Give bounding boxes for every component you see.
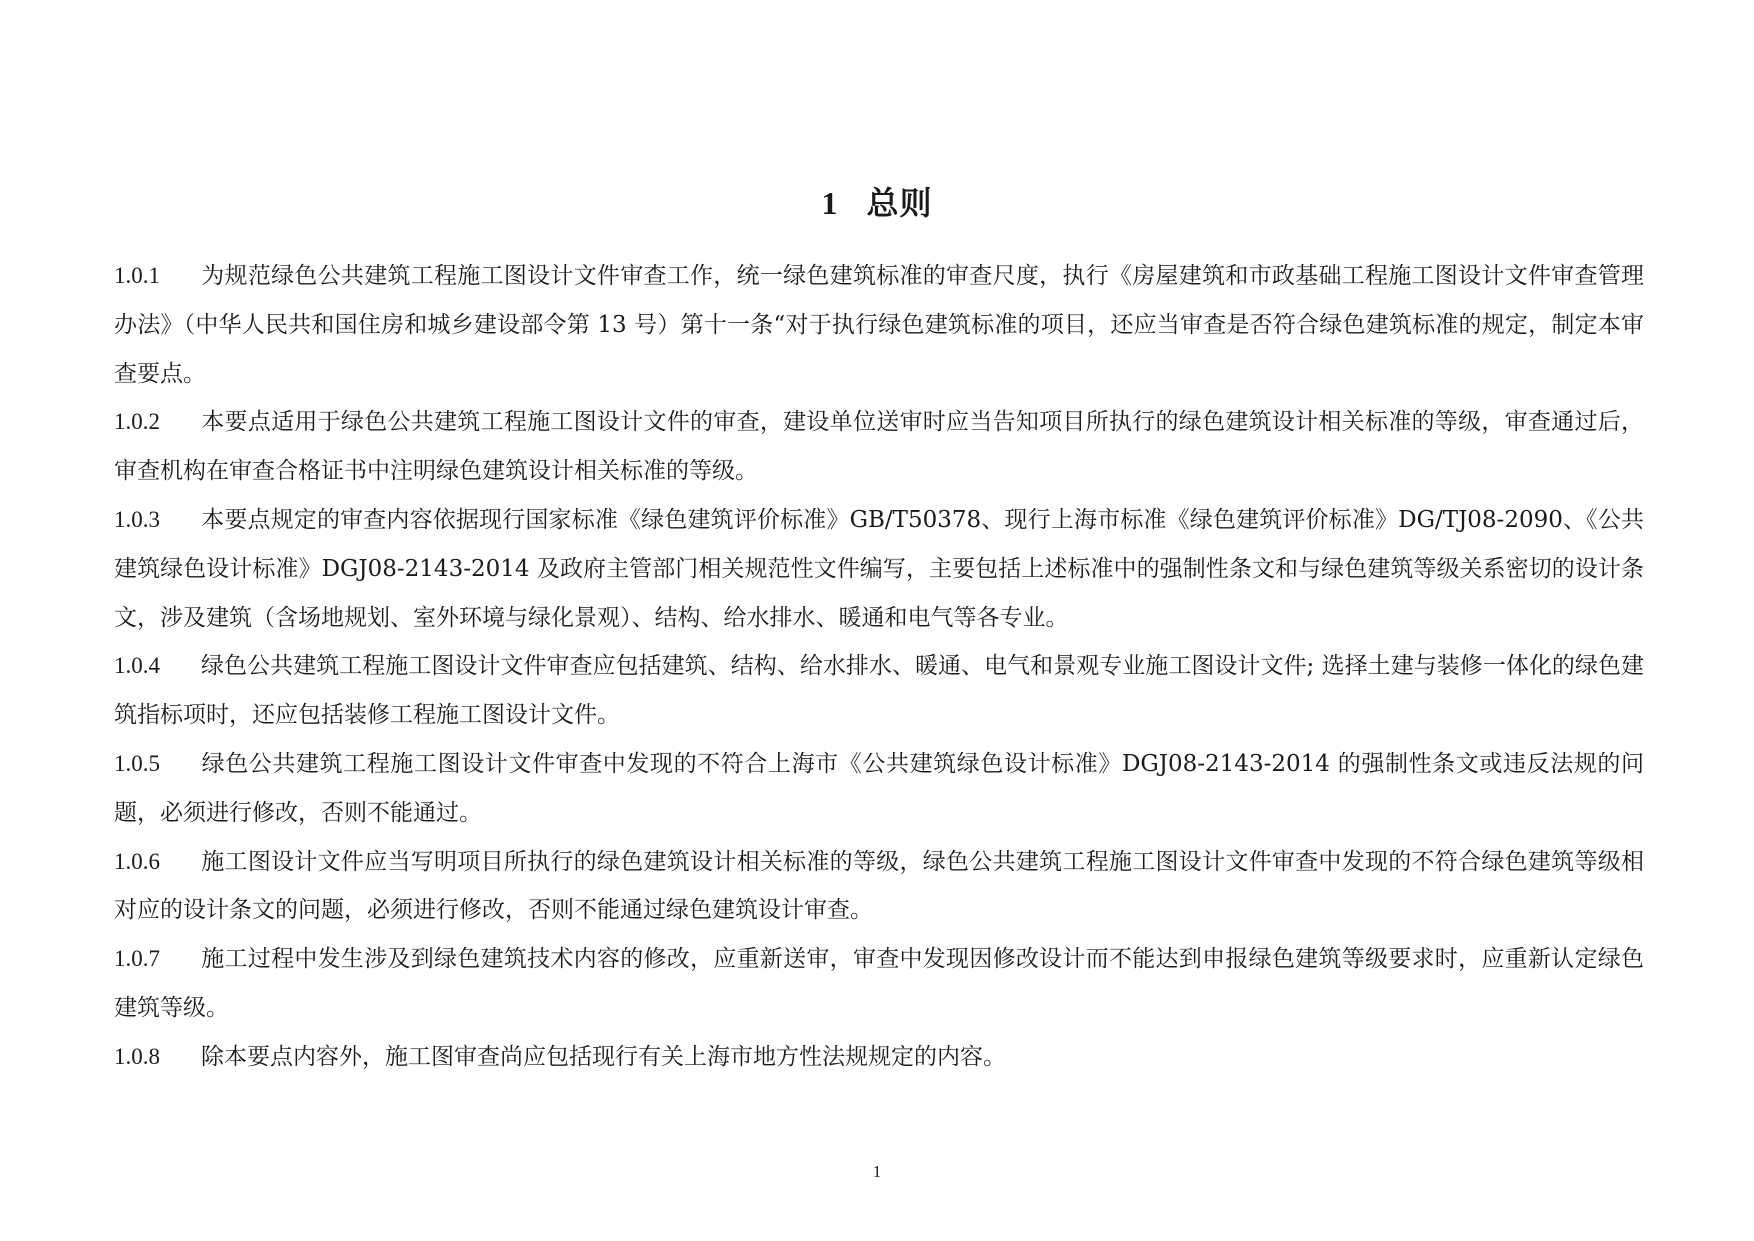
clause-text: 绿色公共建筑工程施工图设计文件审查应包括建筑、结构、给水排水、暖通、电气和景观专业施工图设计文件; 选择土建与装修一体化的绿色建筑指标项时，还应包括装修工程施工图设计文件。 <box>114 653 1644 729</box>
clause-1-0-6 <box>114 838 1644 936</box>
page-number: 1 <box>872 1162 882 1181</box>
clause-number: 1.0.6 <box>114 848 160 874</box>
clause-list <box>114 252 1644 1082</box>
clause-number: 1.0.5 <box>114 750 160 776</box>
clause-1-0-1 <box>114 252 1644 398</box>
clause-1-0-4 <box>114 642 1644 740</box>
clause-text: 施工过程中发生涉及到绿色建筑技术内容的修改，应重新送审，审查中发现因修改设计而不能达到申报绿色建筑等级要求时，应重新认定绿色建筑等级。 <box>114 946 1644 1021</box>
clause-text: 为规范绿色公共建筑工程施工图设计文件审查工作，统一绿色建筑标准的审查尺度，执行《房屋建筑和市政基础工程施工图设计文件审查管理办法》（中华人民共和国住房和城乡建设部令第 13 号）第十一条“对于执行绿色建筑标准的项目，还应当审查是否符合绿色建筑标准的规定，制定本审查要点。 <box>114 263 1644 387</box>
chapter-title <box>0 181 1754 225</box>
clause-1-0-7 <box>114 935 1644 1033</box>
clause-1-0-3 <box>114 496 1644 642</box>
clause-text: 本要点适用于绿色公共建筑工程施工图设计文件的审查，建设单位送审时应当告知项目所执行的绿色建筑设计相关标准的等级，审查通过后，审查机构在审查合格证书中注明绿色建筑设计相关标准的等级。 <box>114 409 1644 485</box>
clause-number: 1.0.3 <box>114 506 160 532</box>
clause-text: 施工图设计文件应当写明项目所执行的绿色建筑设计相关标准的等级，绿色公共建筑工程施工图设计文件审查中发现的不符合绿色建筑等级相对应的设计条文的问题，必须进行修改，否则不能通过绿色建筑设计审查。 <box>114 848 1644 924</box>
chapter-title-text: 总则 <box>866 184 933 223</box>
clause-number: 1.0.1 <box>114 263 160 288</box>
clause-text: 除本要点内容外，施工图审查尚应包括现行有关上海市地方性法规规定的内容。 <box>201 1043 1006 1070</box>
chapter-number: 1 <box>821 185 839 222</box>
clause-1-0-5 <box>114 740 1644 838</box>
clause-text: 绿色公共建筑工程施工图设计文件审查中发现的不符合上海市《公共建筑绿色设计标准》DGJ08-2143-2014 的强制性条文或违反法规的问题，必须进行修改，否则不能通过。 <box>114 750 1644 826</box>
clause-1-0-2 <box>114 398 1644 496</box>
clause-text: 本要点规定的审查内容依据现行国家标准《绿色建筑评价标准》GB/T50378、现行上海市标准《绿色建筑评价标准》DG/TJ08-2090、《公共建筑绿色设计标准》DGJ08-2143-2014 及政府主管部门相关规范性文件编写，主要包括上述标准中的强制性条文和与绿色建筑等级关系密切的设计条文，涉及建筑（含场地规划、室外环境与绿化景观）、结构、给水排水、暖通和电气等各专业。 <box>114 506 1644 631</box>
clause-number: 1.0.4 <box>114 653 160 679</box>
clause-1-0-8 <box>114 1033 1644 1082</box>
clause-number: 1.0.2 <box>114 409 160 435</box>
clause-number: 1.0.7 <box>114 946 160 972</box>
clause-number: 1.0.8 <box>114 1043 160 1069</box>
